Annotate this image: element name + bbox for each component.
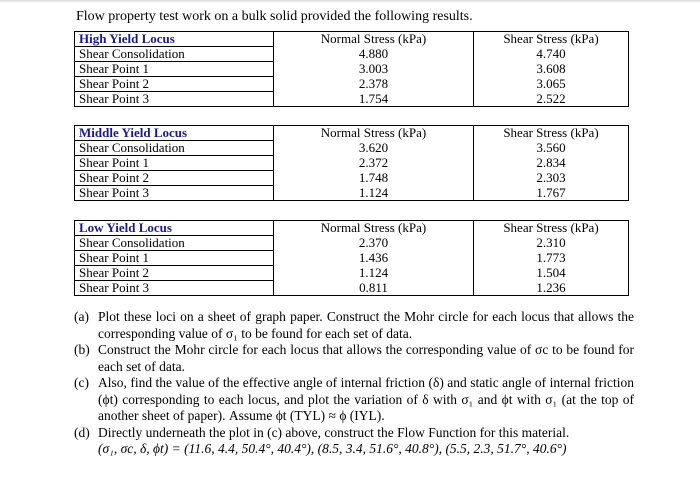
shear-stress-value: 2.310 — [536, 235, 566, 250]
row-label: Shear Consolidation — [75, 47, 274, 62]
normal-stress-value: 1.436 — [274, 251, 474, 266]
row-label: Shear Consolidation — [75, 236, 274, 251]
high-yield-locus-table — [74, 31, 629, 107]
given-data: (σ₁, σc, δ, ϕt) = (11.6, 4.4, 50.4°, 40.4°), (8.5, 3.4, 51.6°, 40.8°), (5.5, 2.3, 51.7°, 40.6°) — [98, 441, 567, 456]
row-label: Shear Point 2 — [75, 266, 274, 281]
question-a — [74, 309, 634, 342]
row-label: Shear Point 3 — [75, 186, 274, 201]
table-row — [75, 236, 629, 251]
intro-text: Flow property test work on a bulk solid provided the following results. — [76, 9, 473, 24]
col-shear-header: Shear Stress (kPa) — [503, 31, 599, 47]
table-row — [75, 77, 629, 92]
row-label: Shear Point 1 — [75, 156, 274, 171]
table-title: High Yield Locus — [75, 32, 274, 47]
normal-stress-value: 1.748 — [274, 171, 474, 186]
row-label: Shear Point 1 — [75, 251, 274, 266]
normal-stress-value: 1.124 — [274, 186, 474, 201]
table-row — [75, 266, 629, 281]
col-normal-header: Normal Stress (kPa) — [274, 126, 474, 141]
row-label: Shear Consolidation — [75, 141, 274, 156]
table-row — [75, 186, 629, 201]
normal-stress-value: 2.372 — [274, 156, 474, 171]
question-label: (d) — [74, 424, 90, 440]
col-normal-header: Normal Stress (kPa) — [274, 32, 474, 47]
col-shear-header: Shear Stress (kPa) — [503, 220, 599, 236]
table-row — [75, 156, 629, 171]
question-text: Directly underneath the plot in (c) above, construct the Flow Function for this material. — [98, 424, 570, 440]
middle-yield-locus-table — [74, 125, 629, 201]
shear-stress-value: 1.773 — [536, 250, 566, 265]
shear-stress-value: 1.236 — [536, 279, 566, 295]
col-normal-header: Normal Stress (kPa) — [274, 221, 474, 236]
normal-stress-value: 3.620 — [274, 141, 474, 156]
question-c — [74, 375, 634, 425]
normal-stress-value: 1.124 — [274, 266, 474, 281]
question-list — [74, 309, 634, 458]
table-row — [75, 281, 629, 296]
shear-stress-value: 2.834 — [536, 155, 566, 170]
row-label: Shear Point 3 — [75, 281, 274, 296]
shear-stress-value: 1.767 — [536, 184, 566, 200]
normal-stress-value: 0.811 — [274, 281, 474, 296]
shear-stress-value: 2.522 — [536, 90, 566, 106]
normal-stress-value: 4.880 — [274, 47, 474, 62]
row-label: Shear Point 2 — [75, 77, 274, 92]
table-row — [75, 251, 629, 266]
shear-stress-value: 4.740 — [536, 46, 566, 61]
normal-stress-value: 2.370 — [274, 236, 474, 251]
row-label: Shear Point 1 — [75, 62, 274, 77]
low-yield-locus-table — [74, 220, 629, 296]
table-row — [75, 62, 629, 77]
shear-stress-value: 3.065 — [536, 76, 566, 91]
normal-stress-value: 2.378 — [274, 77, 474, 92]
question-text: Also, find the value of the effective angle of internal friction (δ) and static angle of internal friction (ϕt) corresponding to each locus, and plot the variation of δ with σ₁ and ϕt with σ₁ (at the top of another sheet of paper). Assume ϕt (TYL) ≈ ϕ (IYL). — [98, 375, 634, 423]
table-row — [75, 47, 629, 62]
table-title: Middle Yield Locus — [75, 126, 274, 141]
normal-stress-value: 1.754 — [274, 92, 474, 107]
row-label: Shear Point 2 — [75, 171, 274, 186]
col-shear-header: Shear Stress (kPa) — [503, 125, 599, 141]
question-label: (c) — [74, 375, 89, 390]
question-text: Construct the Mohr circle for each locus that allows the corresponding value of σc to be found for each set of data. — [98, 342, 634, 374]
shear-stress-value: 1.504 — [536, 265, 566, 280]
question-d — [74, 425, 634, 442]
shear-stress-value: 2.303 — [536, 170, 566, 185]
question-label: (b) — [74, 342, 90, 357]
question-b — [74, 342, 634, 375]
question-text: Plot these loci on a sheet of graph paper. Construct the Mohr circle for each locus that allows the corresponding value of σ₁ to be found for each set of data. — [98, 309, 634, 341]
row-label: Shear Point 3 — [75, 92, 274, 107]
shear-stress-value: 3.608 — [536, 61, 566, 76]
table-title: Low Yield Locus — [75, 221, 274, 236]
table-row — [75, 141, 629, 156]
table-row — [75, 92, 629, 107]
shear-stress-value: 3.560 — [536, 140, 566, 155]
question-label: (a) — [74, 309, 89, 324]
normal-stress-value: 3.003 — [274, 62, 474, 77]
table-row — [75, 171, 629, 186]
